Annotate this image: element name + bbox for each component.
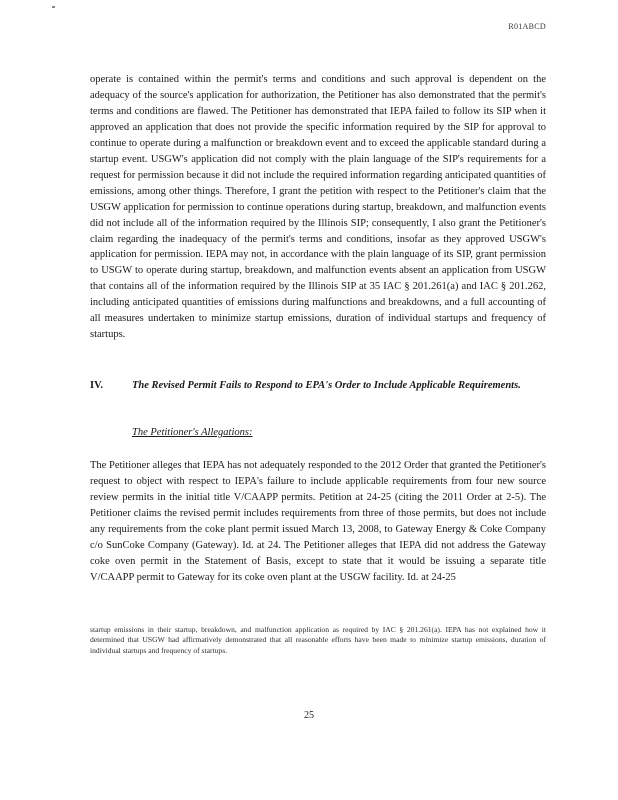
body-paragraph-2: The Petitioner alleges that IEPA has not adequately responded to the 2012 Order that granted the Petitioner's request to object with respect to IEPA's failure to include applicable requirements from four new source review permits in the initial title V/CAAPP permits. Petition at 24-25 (citing the 2011 Order at 2-5). The Petitioner claims the revised permit includes requirements from three of those permits, but does not include any requirements from the coke plant permit issued March 13, 2008, to Gateway Energy & Coke Company c/o SunCoke Company (Gateway). Id. at 24. The Petitioner alleges that IEPA did not address the Gateway coke oven permit in the Statement of Basis, except to state that it would be issuing a separate title V/CAAPP permit to Gateway for its coke oven plant at the USGW facility. Id. at 24-25 (90, 460, 546, 583)
page-number: 25 (304, 710, 314, 721)
footnote: startup emissions in their startup, breakdown, and malfunction application as required by IAC § 201.261(a). IEPA has not explained how it determined that USGW had affirmatively demonstrated that all reasonable efforts have been made to minimize startup emissions, duration of individual startups and frequency of startups. (90, 625, 546, 655)
section-number: IV. (90, 380, 103, 391)
body-paragraph-1: operate is contained within the permit's terms and conditions and such approval is dependent on the adequacy of the source's application for authorization, the Petitioner has also demonstrated that the permit's terms and conditions are flawed. The Petitioner has demonstrated that IEPA failed to follow its SIP when it approved an application that does not provide the specific information required by the SIP for approval to continue to operate during a malfunction or breakdown event and to exceed the applicable standard during a startup event. USGW's application did not comply with the plain language of the SIP's requirements for a request for permission because it did not include the required information regarding anticipated quantities of emissions, among other things. Therefore, I grant the petition with respect to the Petitioner's claim that the USGW application for permission to continue operations during startup, breakdown, and malfunction events did not include all of the information required by the Illinois SIP; consequently, I also grant the Petitioner's claim regarding the inadequacy of the permit's terms and conditions, insofar as they approved USGW's application for permission. IEPA may not, in accordance with the plain language of its SIP, grant permission to USGW to operate during startup, breakdown, and malfunction events absent an application from USGW that contains all of the information required by the Illinois SIP at 35 IAC § 201.261(a) and IAC § 201.262, including anticipated quantities of emissions during malfunctions and breakdowns, and a full accounting of all measures undertaken to minimize startup emissions, duration of individual startups and frequency of startups. (90, 74, 546, 341)
scan-artifact-mark (52, 6, 55, 8)
header-document-code: R01ABCD (508, 22, 546, 31)
section-heading (90, 378, 530, 394)
subsection-heading: The Petitioner's Allegations: (132, 427, 253, 438)
section-title: The Revised Permit Fails to Respond to EPA's Order to Include Applicable Requirements. (132, 380, 521, 391)
